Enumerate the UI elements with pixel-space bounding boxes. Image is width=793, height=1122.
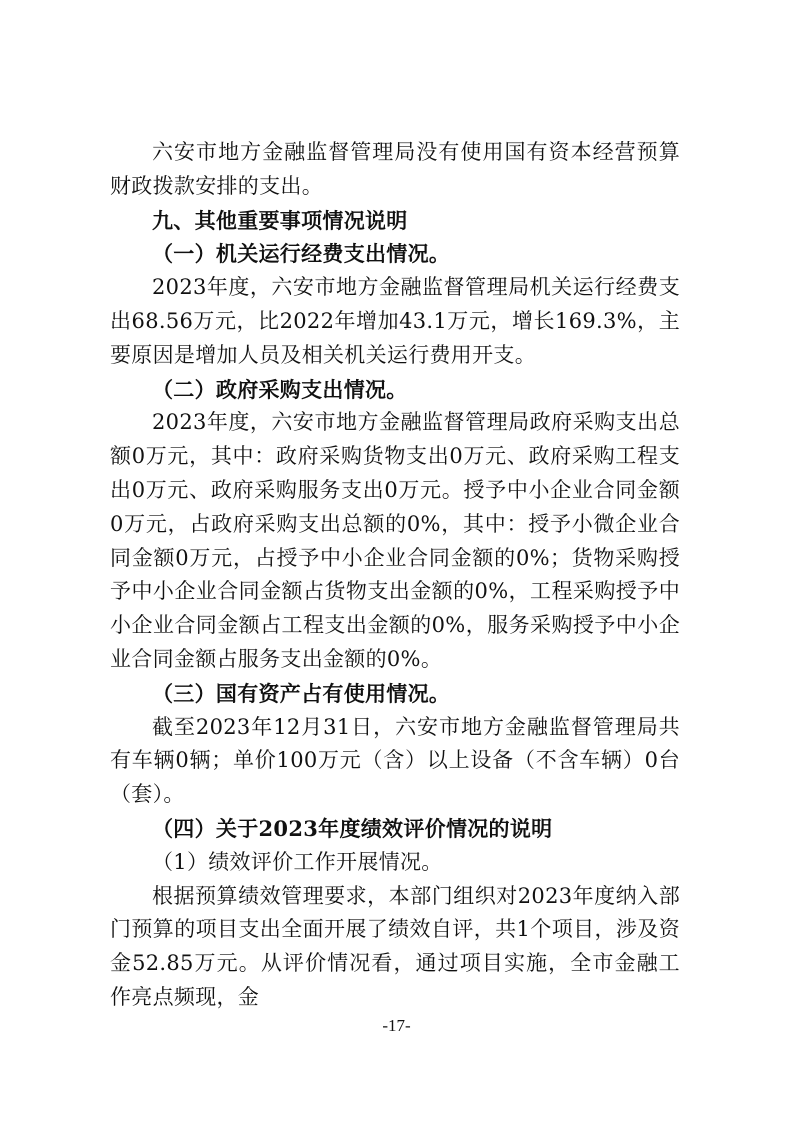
section-heading-9: 九、其他重要事项情况说明 bbox=[152, 207, 408, 233]
subheading-performance-evaluation: （四）关于2023年度绩效评价情况的说明 bbox=[152, 815, 553, 841]
page-number: -17- bbox=[382, 1016, 411, 1035]
item-evaluation-work: （1）绩效评价工作开展情况。 bbox=[152, 849, 443, 874]
subheading-procurement: （二）政府采购支出情况。 bbox=[152, 376, 408, 402]
paragraph-procurement: 2023年度，六安市地方金融监督管理局政府采购支出总额0万元，其中：政府采购货物支出0万元、政府采购工程支出0万元、政府采购服务支出0万元。授予中小企业合同金额0万元，占政府采购支出总额的0%，其中：授予小微企业合同金额0万元，占授予中小企业合同金额的0%；货物采购授予中小企业合同金额占货物支出金额的0%，工程采购授予中小企业合同金额占工程支出金额的0%，服务采购授予中小企业合同金额占服务支出金额的0%。 bbox=[110, 410, 680, 671]
paragraph-1: 六安市地方金融监督管理局没有使用国有资本经营预算财政拨款安排的支出。 bbox=[110, 140, 680, 198]
subheading-operating-expenses: （一）机关运行经费支出情况。 bbox=[152, 241, 451, 267]
paragraph-state-assets: 截至2023年12月31日，六安市地方金融监督管理局共有车辆0辆；单价100万元（含）以上设备（不含车辆）0台（套）。 bbox=[110, 714, 680, 807]
document-body bbox=[110, 136, 680, 1015]
paragraph-evaluation: 根据预算绩效管理要求，本部门组织对2023年度纳入部门预算的项目支出全面开展了绩效自评，共1个项目，涉及资金52.85万元。从评价情况看，通过项目实施，全市金融工作亮点频现，金 bbox=[110, 883, 680, 1009]
paragraph-operating-expenses: 2023年度，六安市地方金融监督管理局机关运行经费支出68.56万元，比2022年增加43.1万元，增长169.3%，主要原因是增加人员及相关机关运行费用开支。 bbox=[110, 275, 680, 367]
subheading-state-assets: （三）国有资产占有使用情况。 bbox=[152, 680, 451, 706]
